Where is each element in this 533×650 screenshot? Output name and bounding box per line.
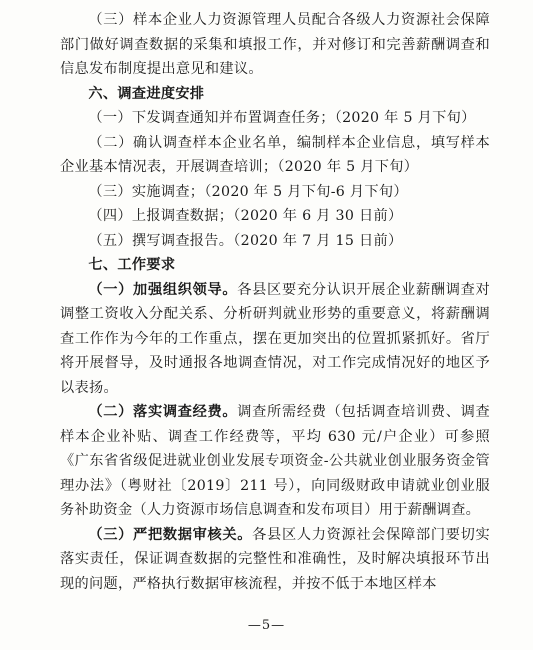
paragraph-text: （五）撰写调查报告。（2020 年 7 月 15 日前） <box>88 232 403 249</box>
paragraph-lead: （三）严把数据审核关。 <box>88 526 253 543</box>
requirement-data-review <box>60 523 490 597</box>
paragraph-lead: （二）落实调查经费。 <box>88 404 238 420</box>
section-heading-schedule <box>60 82 490 107</box>
paragraph-lead: （一）加强组织领导。 <box>88 281 238 298</box>
heading-text: 七、工作要求 <box>88 257 176 273</box>
page-number: —5— <box>247 618 286 633</box>
paragraph-hr-staff-cooperation <box>60 8 490 82</box>
paragraph-text: （三）实施调查；（2020 年 5 月下旬-6 月下旬） <box>88 183 408 200</box>
schedule-item-1 <box>60 106 490 131</box>
requirement-leadership <box>60 278 490 401</box>
heading-text: 六、调查进度安排 <box>88 85 205 102</box>
document-body <box>60 8 490 596</box>
schedule-item-3 <box>60 180 490 205</box>
section-heading-requirements <box>60 253 490 278</box>
schedule-item-5 <box>60 229 490 254</box>
schedule-item-4 <box>60 204 490 229</box>
paragraph-text: 各县区人力资源社会保障部门要切实落实责任，保证调查数据的完整性和准确性，及时解决填报环节出现的问题，严格执行数据审核流程，并按不低于本地区样本 <box>60 526 490 592</box>
paragraph-text: （三）样本企业人力资源管理人员配合各级人力资源社会保障部门做好调查数据的采集和填报工作，并对修订和完善薪酬调查和信息发布制度提出意见和建议。 <box>60 12 490 77</box>
paragraph-text: （二）确认调查样本企业名单，编制样本企业信息，填写样本企业基本情况表，开展调查培训；（2020 年 5 月下旬） <box>60 134 490 175</box>
paragraph-text: （四）上报调查数据；（2020 年 6 月 30 日前） <box>88 208 403 224</box>
requirement-funding <box>60 400 490 523</box>
paragraph-text: 调查所需经费（包括调查培训费、调查样本企业补贴、调查工作经费等，平均 630 元/户企业）可参照《广东省省级促进就业创业发展专项资金-公共就业创业服务资金管理办法》（粤财社〔2019〕211 号），向同级财政申请就业创业服务补助资金（人力资源市场信息调查和发布项目）用于薪酬调查。 <box>60 404 490 518</box>
schedule-item-2 <box>60 131 490 180</box>
paragraph-text: 各县区要充分认识开展企业薪酬调查对调整工资收入分配关系、分析研判就业形势的重要意义，将薪酬调查工作作为今年的工作重点，摆在更加突出的位置抓紧抓好。省厅将开展督导，及时通报各地调查情况，对工作完成情况好的地区予以表扬。 <box>60 281 490 396</box>
paragraph-text: （一）下发调查通知并布置调查任务；（2020 年 5 月下旬） <box>88 110 476 126</box>
